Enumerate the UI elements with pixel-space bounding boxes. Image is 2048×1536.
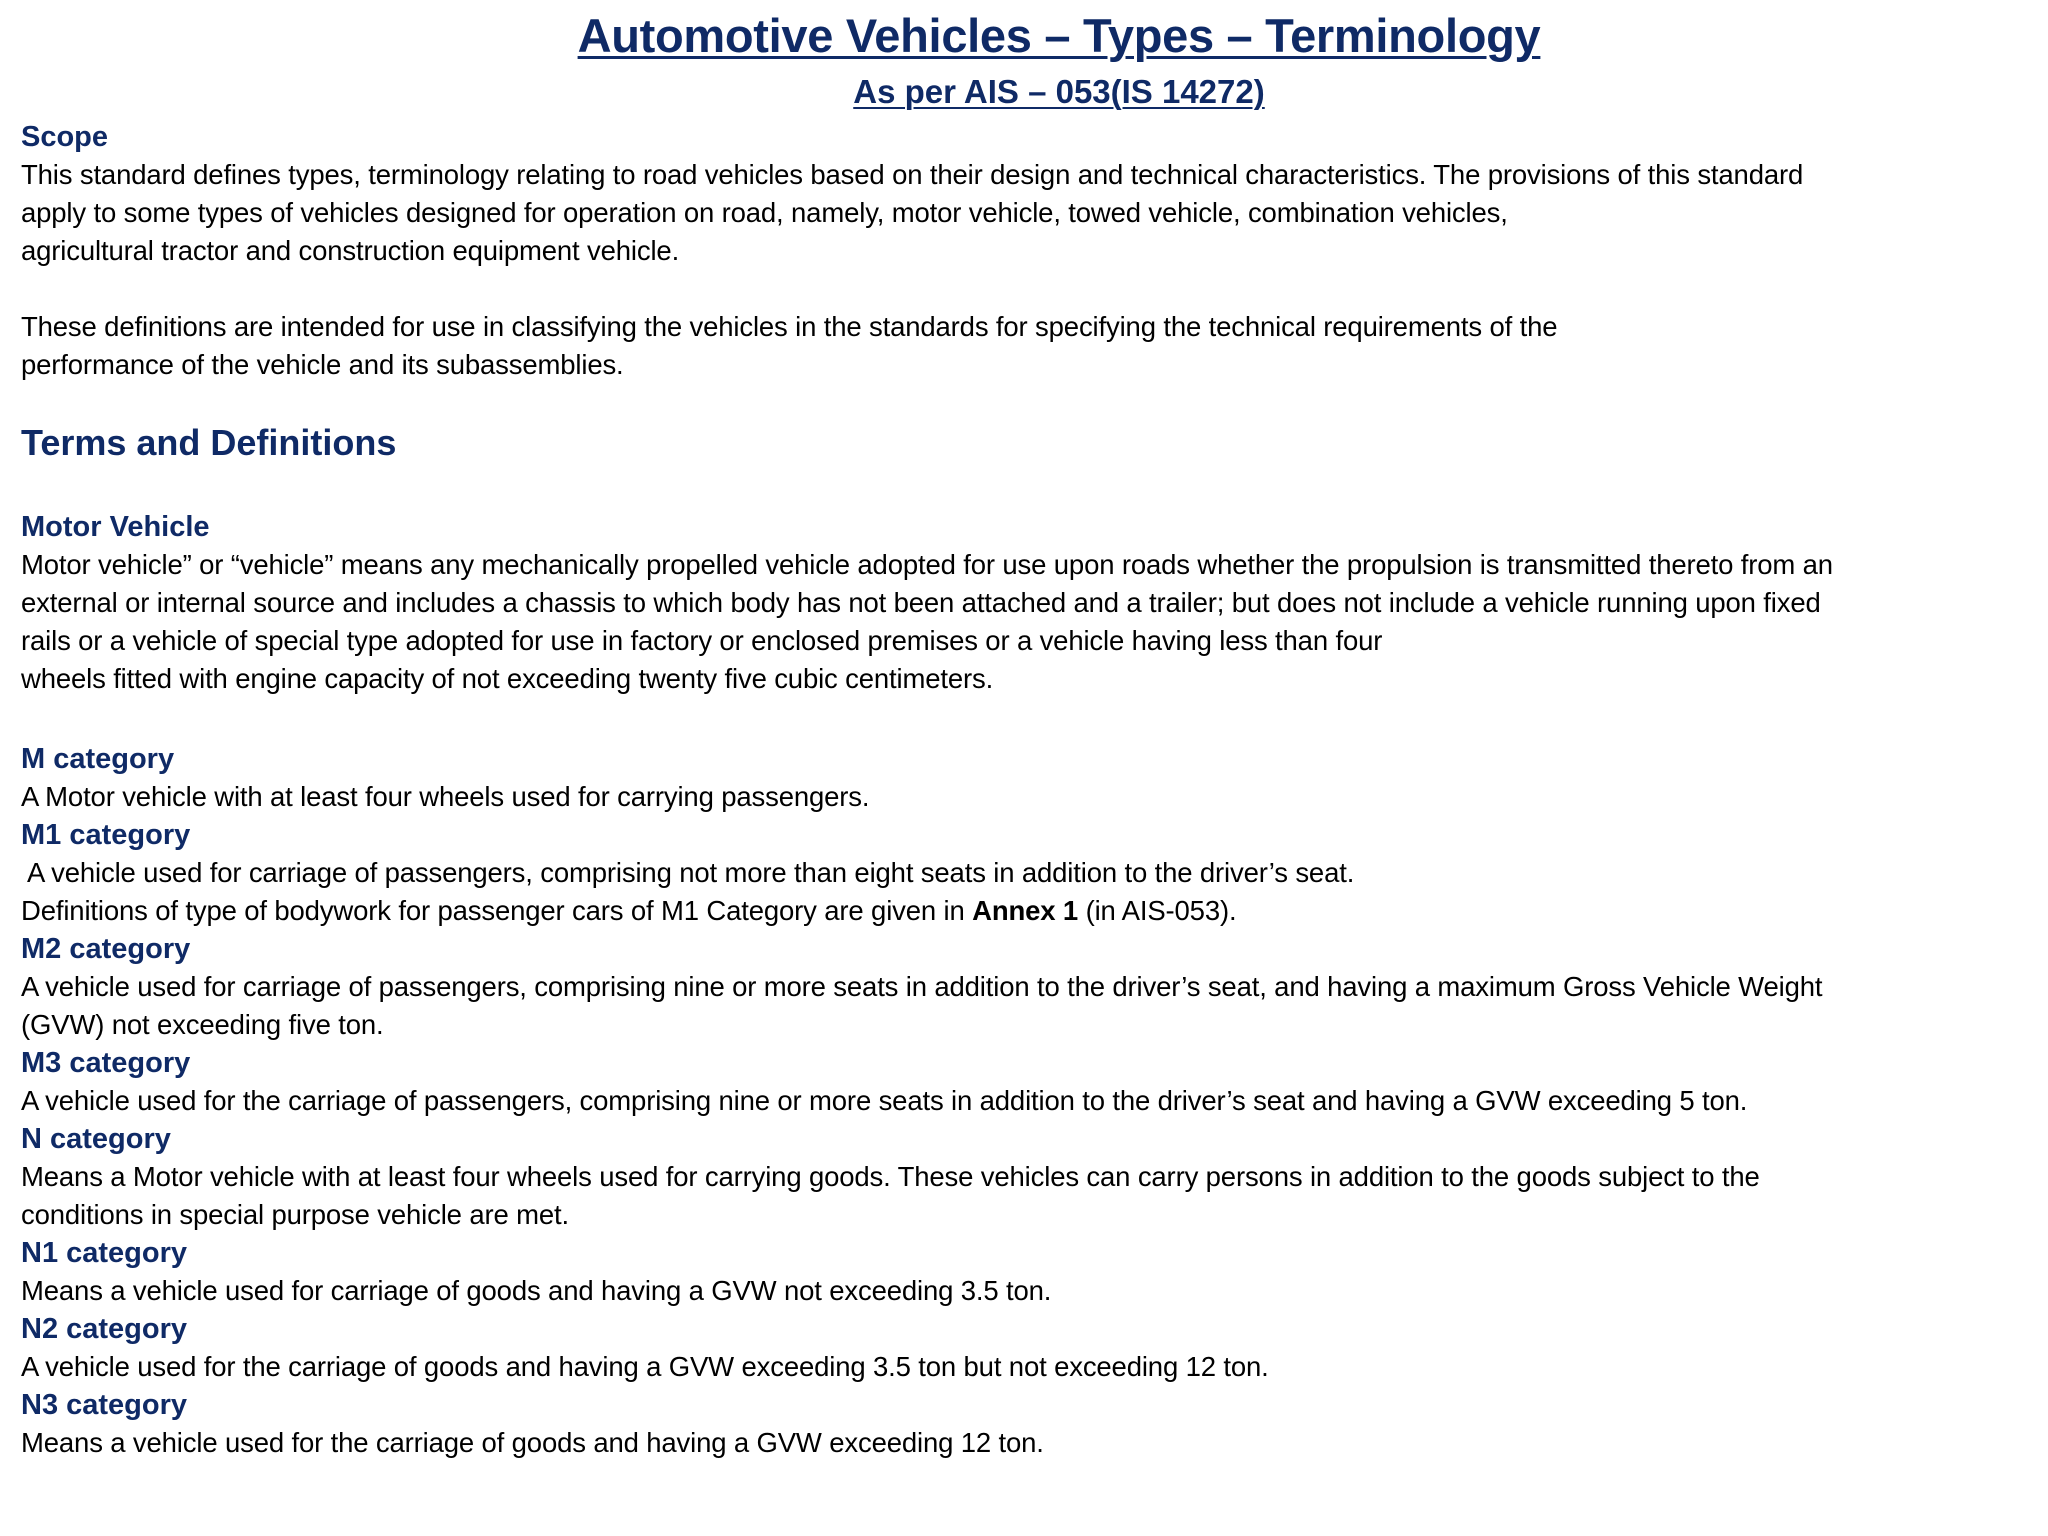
motor-vehicle-line4: wheels fitted with engine capacity of not exceeding twenty five cubic centimeters. [21, 663, 994, 694]
m-category-line1: A Motor vehicle with at least four wheels used for carrying passengers. [21, 781, 870, 812]
m-category-heading: M category [21, 743, 175, 775]
document-body [21, 118, 2031, 1462]
m1-category-heading: M1 category [21, 819, 191, 851]
n1-category-line1: Means a vehicle used for carriage of goods and having a GVW not exceeding 3.5 ton. [21, 1275, 1052, 1306]
spacer [21, 270, 2031, 308]
terms-heading: Terms and Definitions [21, 422, 397, 463]
n1-category-heading: N1 category [21, 1237, 188, 1269]
n2-category-line1: A vehicle used for the carriage of goods and having a GVW exceeding 3.5 ton but not exceeding 12 ton. [21, 1351, 1269, 1382]
n-category-line2: conditions in special purpose vehicle are met. [21, 1199, 569, 1230]
m1-category-line1: A vehicle used for carriage of passengers, comprising not more than eight seats in addition to the driver’s seat. [21, 857, 1355, 888]
scope-heading: Scope [21, 121, 109, 153]
m3-category-line1: A vehicle used for the carriage of passengers, comprising nine or more seats in addition to the driver’s seat and having a GVW exceeding 5 ton. [21, 1085, 1748, 1116]
m2-category-line1: A vehicle used for carriage of passengers, comprising nine or more seats in addition to the driver’s seat, and having a maximum Gross Vehicle Weight [21, 971, 1823, 1002]
spacer [21, 384, 2031, 420]
n-category-heading: N category [21, 1123, 171, 1155]
m2-category-line2: (GVW) not exceeding five ton. [21, 1009, 384, 1040]
n3-category-line1: Means a vehicle used for the carriage of goods and having a GVW exceeding 12 ton. [21, 1427, 1044, 1458]
annex-1-reference: Annex 1 [972, 895, 1079, 926]
page-subtitle: As per AIS – 053(IS 14272) [853, 73, 1265, 110]
m2-category-heading: M2 category [21, 933, 191, 965]
scope-para1-line3: agricultural tractor and construction equipment vehicle. [21, 235, 680, 266]
n3-category-heading: N3 category [21, 1389, 188, 1421]
n2-category-heading: N2 category [21, 1313, 188, 1345]
scope-para1-line2: apply to some types of vehicles designed for operation on road, namely, motor vehicle, towed vehicle, combination vehicles, [21, 197, 1508, 228]
spacer [21, 466, 2031, 508]
m1-category-line2 [21, 892, 2031, 930]
m1-line2-prefix: Definitions of type of bodywork for passenger cars of M1 Category are given in [21, 895, 973, 926]
spacer [21, 698, 2031, 740]
scope-para1-line1: This standard defines types, terminology relating to road vehicles based on their design and technical characteristics. The provisions of this standard [21, 159, 1804, 190]
m3-category-heading: M3 category [21, 1047, 191, 1079]
n-category-line1: Means a Motor vehicle with at least four wheels used for carrying goods. These vehicles can carry persons in addition to the goods subject to the [21, 1161, 1760, 1192]
scope-para2-line1: These definitions are intended for use in classifying the vehicles in the standards for specifying the technical requirements of the [21, 311, 1558, 342]
motor-vehicle-line3: rails or a vehicle of special type adopted for use in factory or enclosed premises or a vehicle having less than four [21, 625, 1383, 656]
page-title: Automotive Vehicles – Types – Terminology [577, 9, 1541, 62]
motor-vehicle-line1: Motor vehicle” or “vehicle” means any mechanically propelled vehicle adopted for use upon roads whether the propulsion is transmitted thereto from an [21, 549, 1833, 580]
m1-line2-suffix: (in AIS-053). [1078, 895, 1237, 926]
motor-vehicle-heading: Motor Vehicle [21, 511, 210, 543]
motor-vehicle-line2: external or internal source and includes a chassis to which body has not been attached and a trailer; but does not include a vehicle running upon fixed [21, 587, 1821, 618]
scope-para2-line2: performance of the vehicle and its subassemblies. [21, 349, 624, 380]
